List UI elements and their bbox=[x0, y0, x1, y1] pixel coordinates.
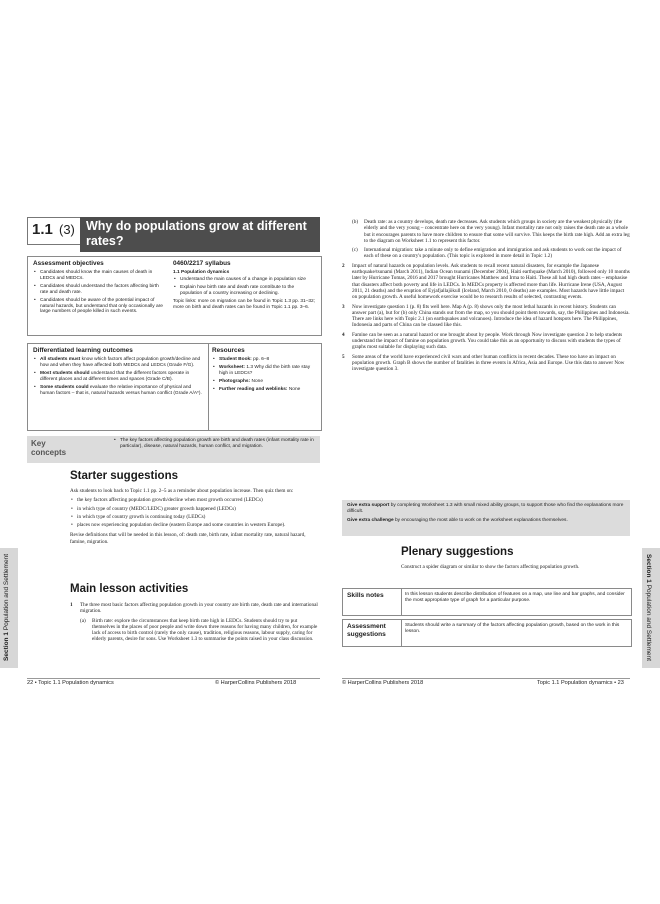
item-number: 2 bbox=[342, 262, 345, 269]
skills-notes-box bbox=[342, 588, 632, 616]
syllabus-item: • Explain how birth rate and death rate contribute to the population of a country increasing or declining. bbox=[173, 285, 316, 297]
assessment-section bbox=[33, 260, 165, 315]
main-item-5 bbox=[342, 354, 630, 373]
main-item-1 bbox=[70, 602, 320, 615]
extra-support-bold: Give extra support bbox=[347, 503, 390, 508]
outcome-bold: All students must bbox=[40, 357, 81, 362]
main-item-3-text: Now investigate question 1 (p. 8) fits well here. Map A (p. 8) shows only the most lethal hazards in recent history. Students can answer part (a), but for (b) only China stands out from the map, so you should point them towards, say, the Philippines and Indonesia. There are links here with Topic 2.1 (on earthquakes and volcanoes). Introduce the idea of hazard hotspots here. The Philippines, Indonesia and parts of China can be classed like this. bbox=[352, 303, 630, 329]
outcome-bold: Some students could bbox=[40, 384, 89, 390]
extra-support-box bbox=[342, 500, 630, 536]
main-item-1-text: The three most basic factors affecting population growth in your country are birth rate, death rate and international migration. bbox=[80, 602, 318, 615]
assessment-item: • Candidates should be aware of the potential impact of natural hazards, but understand that only occasionally are large numbers of people killed in such events. bbox=[33, 298, 165, 316]
topic-part: (3) bbox=[59, 222, 75, 237]
assessment-item: • Candidates should know the main causes of death in LEDCs and MEDCs. bbox=[33, 270, 165, 282]
assessment-suggestions-box bbox=[342, 619, 632, 647]
skills-notes-text: In this lesson students describe distribution of features on a map, use line and bar graphs, and consider the most appropriate type of graph for a particular purpose. bbox=[405, 592, 625, 603]
section-tab-right bbox=[642, 548, 660, 668]
starter-intro: Ask students to look back to Topic 1.1 pp. 2–5 as a reminder about population increase. Then quiz them on: bbox=[70, 488, 294, 494]
main-heading: Main lesson activities bbox=[70, 583, 189, 595]
outcome-text: evaluate the relative importance of physical and human factors – that is, natural hazards versus human conflict (Grade A/A*). bbox=[40, 384, 202, 396]
starter-item: • places now experiencing population decline (eastern Europe and some countries in western Europe). bbox=[70, 522, 320, 528]
item-letter: (a) bbox=[80, 617, 86, 624]
main-item-2-text: Impact of natural hazards on population levels. Ask students to recall recent natural disasters, for example the Japanese earthquake/tsunami (March 2011), Indian Ocean tsunami (December 2004), Haiti earthquake (March 2010), followed only 10 months later by Hurricane Tomas, 2016 and 2017 brought Hurricanes Matthew and Irma to Haiti. These all had high death rates – emphasise that disasters affect both poverty and life in LEDCs. In MEDCs property is affected more than life. Hurricane Irene (USA, August 2011, 21 deaths) and the eruption of Eyjafjallajökull (Iceland, March 2010, 0 deaths) are examples. Most hazards have little impact on population growth. A useful homework exercise would be to research results of selected, contrasting events. bbox=[352, 262, 630, 301]
right-footer-rule bbox=[342, 678, 630, 679]
section-name: Population and Settlement bbox=[645, 584, 652, 661]
differentiated-section bbox=[28, 344, 209, 430]
item-letter: (b) bbox=[352, 219, 359, 225]
extra-challenge-text: by encouraging the most able to work on the worksheet explanations themselves. bbox=[393, 518, 568, 523]
page-title: Why do populations grow at different rates? bbox=[86, 219, 307, 248]
extra-support bbox=[347, 503, 625, 515]
resource-item bbox=[212, 387, 316, 393]
main-item-5-text: Some areas of the world have experienced civil wars and other human conflicts in recent decades. These too have an impact on population growth. Graph B shows the number of fatalities in three events in Africa, Asia and Europe. Use this data to answer Now investigate question 3. bbox=[352, 353, 625, 373]
item-number: 4 bbox=[342, 331, 345, 338]
resource-bold: Worksheet: bbox=[219, 364, 246, 370]
resource-bold: Student Book: bbox=[219, 357, 252, 362]
outcome-item bbox=[33, 385, 203, 397]
item-letter: (c) bbox=[352, 247, 358, 254]
resource-bold: Photographs: bbox=[219, 378, 251, 384]
main-item-4-text: Famine can be seen as a natural hazard or one brought about by people. Work through Now investigate question 2 to help students understand the impact of famine on population growth. You could take this as an opportunity to discuss with students the types of graphs most suitable for displaying such data. bbox=[352, 331, 623, 351]
section-tab-label bbox=[3, 554, 10, 661]
key-concepts-box bbox=[27, 436, 320, 463]
starter-item: • in which type of country growth is continuing today (LEDCs) bbox=[70, 514, 320, 520]
resource-item bbox=[212, 365, 316, 377]
topic-number-box bbox=[27, 217, 81, 245]
outcomes-box bbox=[27, 343, 322, 431]
main-item-1a bbox=[70, 618, 320, 643]
item-number: 5 bbox=[342, 353, 345, 360]
left-footer-page: 22 • Topic 1.1 Population dynamics bbox=[27, 680, 114, 686]
syllabus-heading: 0460/2217 syllabus bbox=[173, 260, 231, 267]
resource-item bbox=[212, 357, 316, 363]
starter-heading: Starter suggestions bbox=[70, 470, 178, 482]
objectives-box bbox=[27, 256, 322, 336]
resource-item bbox=[212, 379, 316, 385]
assessment-suggestions-label: Assessment suggestions bbox=[347, 623, 386, 638]
main-item-1b bbox=[342, 219, 630, 244]
plenary-section bbox=[401, 546, 630, 570]
outcome-text: understand that the different factors operate in different places and at different times and spaces (Grade C/B). bbox=[40, 370, 190, 382]
starter-outro: Revise definitions that will be needed in this lesson, of: death rate, birth rate, infant mortality rate, natural hazard, famine, migration. bbox=[70, 532, 306, 545]
topic-links: Topic links: more on migration can be found in Topic 1.3 pp. 31–32; more on birth and death rates can be found in Topic 1.1 pp. 3–6. bbox=[173, 298, 316, 310]
starter-item: • the key factors affecting population growth/decline when most growth occurred (LEDCs) bbox=[70, 497, 320, 503]
extra-challenge bbox=[347, 518, 625, 524]
main-item-1b-text: Death rate: as a country develops, death rate decreases. Ask students which groups in society are the weakest physically (the elderly and the very young – concentrate here on the very young). Infant mortality rate not only raises the death rate as a whole but it encourages parents to have more children to ensure that some will survive. This keeps the birth rate high. Add an extra leg to the diagram on Worksheet 1.1 to represent this factor. bbox=[364, 219, 630, 244]
main-item-3 bbox=[342, 304, 630, 329]
key-concepts-text: • The key factors affecting population growth are birth and death rates (infant mortality rate in particular), disease, natural hazards, human conflict, and migration. bbox=[113, 438, 322, 450]
resource-text: pp. 6–8 bbox=[251, 357, 270, 362]
main-item-1c bbox=[342, 247, 630, 260]
plenary-text: Construct a spider diagram or similar to show the factors affecting population growth. bbox=[401, 564, 580, 570]
main-item-1c-text: International migration: take a minute only to define emigration and immigration and ask students to work out the impact of each of these on a country's population. (This topic is explored in more detail in Topic 1.2) bbox=[364, 247, 622, 260]
topic-number: 1.1 bbox=[32, 221, 53, 238]
resource-text: None bbox=[287, 386, 301, 392]
resource-text: None bbox=[250, 378, 263, 384]
section-tab-label bbox=[645, 554, 652, 661]
right-main-list bbox=[342, 219, 630, 373]
assessment-item: • Candidates should understand the factors affecting birth rate and death rate. bbox=[33, 284, 165, 296]
assessment-suggestions-text: Students should write a summary of the factors affecting population growth, based on the work in this lesson. bbox=[405, 623, 620, 634]
resource-text: 1.3 Why did the birth rate stay high in LEDCs? bbox=[219, 364, 311, 376]
syllabus-item: • Understand the main causes of a change in population size bbox=[173, 277, 316, 283]
syllabus-section bbox=[173, 260, 316, 310]
resource-bold: Further reading and weblinks: bbox=[219, 386, 288, 392]
resources-section bbox=[212, 347, 316, 393]
main-item-4 bbox=[342, 332, 630, 351]
right-footer-page: Topic 1.1 Population dynamics • 23 bbox=[537, 680, 624, 686]
main-item-2 bbox=[342, 263, 630, 301]
title-bar bbox=[80, 217, 320, 252]
section-tab-left bbox=[0, 548, 18, 668]
key-concepts-label: Key concepts bbox=[31, 439, 67, 457]
outcome-text: know which factors affect population growth/decline and how and when they have affected both MEDCs and LEDCs (Grade F/G). bbox=[40, 357, 201, 368]
plenary-heading: Plenary suggestions bbox=[401, 546, 514, 558]
left-footer-copyright: © HarperCollins Publishers 2018 bbox=[215, 680, 297, 686]
extra-challenge-bold: Give extra challenge bbox=[347, 518, 394, 523]
main-activities-section bbox=[70, 583, 320, 643]
syllabus-subheading: 1.1 Population dynamics bbox=[173, 270, 230, 275]
outcome-item bbox=[33, 357, 203, 369]
right-footer-copyright: © HarperCollins Publishers 2018 bbox=[342, 680, 424, 686]
starter-section bbox=[70, 470, 320, 545]
section-name: Population and Settlement bbox=[3, 554, 10, 631]
section-number: Section 1 bbox=[645, 554, 652, 583]
section-number: Section 1 bbox=[3, 632, 10, 661]
item-number: 3 bbox=[342, 303, 345, 310]
extra-support-text: by completing Worksheet 1.3 with small mixed ability groups, to support those who find the explanations more difficult. bbox=[347, 503, 624, 514]
main-item-1a-text: Birth rate: explore the circumstances that keep birth rate high in LEDCs. Students should try to put themselves in the places of poor people and write down three reasons for having many children, for example lack of access to birth control (rarely the only cause), tradition, religious reasons, labour supply, caring for elderly parents, desire for sons. Use Worksheet 1.3 to summarise the points raised in your class discussion. bbox=[92, 617, 318, 643]
outcome-bold: Most students should bbox=[40, 370, 90, 376]
item-number: 1 bbox=[70, 602, 73, 608]
outcome-item bbox=[33, 371, 203, 383]
skills-notes-label: Skills notes bbox=[347, 592, 384, 599]
assessment-heading: Assessment objectives bbox=[33, 260, 104, 267]
differentiated-heading: Differentiated learning outcomes bbox=[33, 347, 133, 354]
left-footer-rule bbox=[27, 678, 320, 679]
resources-heading: Resources bbox=[212, 347, 245, 354]
starter-item: • in which type of country (MEDC/LEDC) greater growth happened (LEDCs) bbox=[70, 506, 320, 512]
